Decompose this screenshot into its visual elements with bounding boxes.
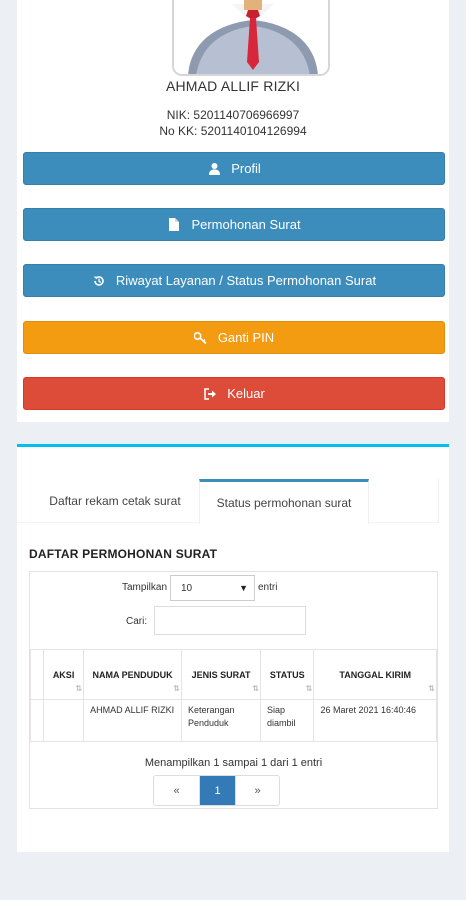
section-title: DAFTAR PERMOHONAN SURAT (29, 547, 218, 561)
keluar-button[interactable] (23, 377, 445, 410)
table-cell-nama: AHMAD ALLIF RIZKI (84, 700, 182, 742)
header-jenis-surat[interactable]: JENIS SURAT ⇅ (181, 650, 260, 700)
header-status[interactable]: STATUS ⇅ (261, 650, 314, 700)
length-suffix: entri (258, 582, 278, 593)
page-1-button[interactable]: 1 (200, 776, 235, 805)
sort-icon: ⇅ (173, 684, 178, 693)
no-kk-text: No KK: 5201140104126994 (159, 124, 307, 138)
table-cell-aksi (44, 700, 84, 742)
caret-down-icon: ▼ (239, 583, 248, 593)
sort-icon: ⇅ (252, 684, 258, 693)
length-label: Tampilkan (122, 582, 168, 593)
avatar (172, 0, 330, 76)
tab-bar (17, 479, 439, 523)
header-aksi[interactable]: AKSI ⇅ (44, 650, 84, 700)
profil-button[interactable] (23, 152, 445, 185)
profile-card (17, 0, 449, 422)
header-empty (31, 650, 44, 700)
riwayat-layanan-label: Riwayat Layanan / Status Permohonan Surat (115, 273, 377, 288)
tab-status-permohonan-surat[interactable]: Status permohonan surat (199, 479, 369, 524)
sort-icon: ⇅ (75, 684, 81, 693)
profil-label: Profil (231, 161, 261, 176)
permohonan-surat-button[interactable] (23, 208, 445, 241)
permohonan-surat-label: Permohonan Surat (191, 217, 301, 232)
table-cell-empty (31, 700, 44, 742)
sort-icon: ⇅ (305, 684, 311, 693)
header-tanggal-kirim[interactable]: TANGGAL KIRIM ⇅ (314, 650, 437, 700)
next-page-button[interactable]: » (235, 776, 279, 805)
search-input[interactable] (154, 606, 306, 635)
table-cell-tanggal: 26 Maret 2021 16:40:46 (314, 700, 437, 742)
table-row (31, 700, 437, 742)
tab-daftar-rekam-cetak-surat[interactable]: Daftar rekam cetak surat (49, 494, 181, 508)
history-icon (92, 274, 106, 288)
tab-empty (369, 479, 439, 523)
permohonan-table (30, 649, 437, 742)
table-cell-jenis: Keterangan Penduduk (181, 700, 260, 742)
keluar-label: Keluar (227, 386, 265, 401)
sort-icon: ⇅ (428, 684, 433, 693)
table-info: Menampilkan 1 sampai 1 dari 1 entri (144, 757, 323, 769)
ganti-pin-label: Ganti PIN (217, 330, 275, 345)
table-cell-status: Siap diambil (261, 700, 314, 742)
resident-name: AHMAD ALLIF RIZKI (165, 78, 301, 94)
table-header-row (31, 650, 437, 700)
ganti-pin-button[interactable] (23, 321, 445, 354)
length-select[interactable] (170, 575, 255, 601)
status-tabs-box (17, 444, 449, 852)
prev-page-button[interactable]: « (154, 776, 200, 805)
nik-text: NIK: 5201140706966997 (166, 108, 300, 122)
pagination (153, 775, 280, 806)
riwayat-layanan-button[interactable] (23, 264, 445, 297)
file-icon (167, 218, 181, 232)
sign-out-icon (203, 387, 217, 401)
search-label: Cari: (126, 616, 148, 627)
key-icon (194, 331, 208, 345)
datatable (29, 571, 438, 809)
header-nama-penduduk[interactable]: NAMA PENDUDUK ⇅ (84, 650, 182, 700)
length-value: 10 (181, 582, 193, 594)
user-icon (207, 162, 221, 176)
